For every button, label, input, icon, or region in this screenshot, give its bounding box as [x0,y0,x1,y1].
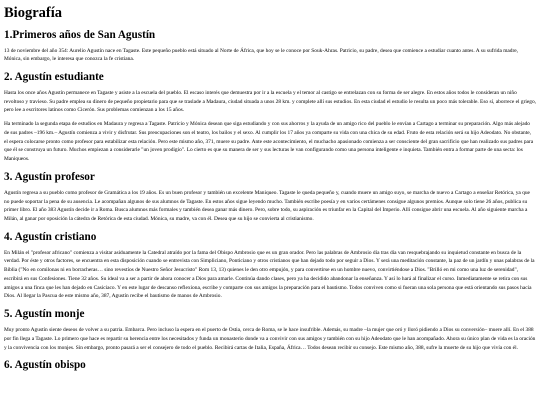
paragraph: Muy pronto Agustín siente deseos de volver a su patria. Embarca. Pero incluso la espera en el puerto de Ostia, cerca de Roma, se le hace insufrible. Además, su madre –la mujer que oró y lloró pidiendo a Dios su conversión– muere allí. En el 388 por fin llega a Tagaste. Lo primero que hace es repartir su herencia entre los necesitados y funda un monasterio donde va a convivir con sus amigos y también con su hijo Adeodato que le han acompañado. Ahora su único plan de vida es la oración y la convivencia con los monjes. Sin embargo, pronto pasará a ser el consejero de todo el pueblo. Recibirá cartas de Italia, España, África… Todos desean recibir su consejo. Este mismo año, 388, sufre la muerte de su hijo que vivía con él. [4,327,536,351]
paragraph: Agustín regresa a su pueblo como profesor de Gramática a los 19 años. Es un buen profesor y también un excelente Maniqueo. Tagaste le queda pequeño y, cuando muere un amigo suyo, se marcha de nuevo a Cartago a enseñar Retórica, ya que no puede soportar la pena de su ausencia. Le acompañan algunos de sus alumnos de Tagaste. En estos años sigue leyendo mucho. También escribe poesía y en varios certámenes consigue algunos premios. Aunque solo tiene 26 años, publica su primer libro. El año 383 Agustín decide ir a Roma. Busca alumnos más formales y también desea ganar más dinero. Pero, sobre todo, su aspiración es triunfar en la Capital del Imperio. Allí consigue abrir una escuela. Al año siguiente marcha a Milán, al ganar por oposición la cátedra de Retórica de esta ciudad. Mónica, su madre, va con él. Desea que su hijo se convierta al cristianismo. [4,189,530,223]
section-heading: 2. Agustín estudiante [4,71,104,84]
section-heading: 3. Agustín profesor [4,170,95,183]
paragraph: 13 de noviembre del año 354: Aurelio Agustín nace en Tagaste. Este pequeño pueblo está situado al Norte de África, que hoy se le conoce por Souk-Ahras. Patricio, su padre, desea que comience a estudiar cuanto antes. A su sufrida madre, Mónica, sin embargo, le interesa que conozca la fe cristiana. [4,47,519,63]
paragraph: Ha terminado la segunda etapa de estudios en Madaura y regresa a Tagaste. Patricio y Mónica desean que siga estudiando y con sus ahorros y la ayuda de un amigo rico del pueblo le envían a Cartago a terminar su preparación. Algo más alejado de sus padres –196 km.– Agustín comienza a vivir y disfrutar. Sus preocupaciones son el teatro, los bailos y el sexo. Al cumplir los 17 años ya comparte su vida con una chica de su edad. Fruto de esta relación será su hijo Adeodato. No obstante, el espera colocarse pronto como profesor para estabilizar esta relación. Pero este mismo año, 371, muere su padre. Ante este acontecimiento, el muchacho apasionado comienza a ser consciente del gran sacrificio que han realizado sus padres para que él se construya un futuro. Muchos empiezan a considerarle "un joven prodigio". Lo cierto es que su manera de ser y sus lecturas le van configurando como una persona inteligente e inquieta. También entra a formar parte de una secta: los Maniqueos. [4,121,534,163]
section-profesor [4,171,536,224]
section-heading: 4. Agustín cristiano [4,230,97,243]
section-heading: 5. Agustín monje [4,308,85,321]
section-heading: 6. Agustín obispo [4,359,86,372]
page-title: Biografía [4,5,62,21]
section-primeros-anos [4,29,536,64]
paragraph: Hasta los once años Agustín permanece en Tagaste y asiste a la escuela del pueblo. El escaso interés que demuestra por ir a la escuela y el temor al castigo se entrelazan con su forma de ser alegre. En estos años todos le consideran un niño revoltoso y travieso. Su padre emplea su dinero de pequeño propietario para que se traslade a Madaura, ciudad situada a unos 28 km. y complete allí sus estudios. En esta ciudad el estudio le resulta un poco más tolerable. Eso sí, aborrece el griego, pero lee a escritores latinos como Cicerón. Sus problemas comienzan a los 15 años. [4,89,537,114]
paragraph: En Milán el "profesor africano" comienza a visitar asiduamente la Catedral atraído por la fama del Obispo Ambrosio que es un gran orador. Pero las palabras de Ambrosio día tras día van resquebrajando su inquietud constante en busca de la verdad. Por éste y otros factores, se encuentra en esta disposición cuando se entrevista con Simpliciano, Ponticiano y otros cristianos que han dejado todo por seguir a Dios. Y será una meditación constante, la paz de un jardín y unas palabras de la Biblia ("No en comilonas ni en borracheras… sino revestíos de Nuestro Señor Jesucristo" Rom 13, 13) quienes le den otro empujón, y para convertirse en un hombre nuevo, convirtiéndose a Dios. "Brilló en mi como una luz de serenidad", escribirá en sus Confesiones. Tiene 32 años. Su ideal va a ser a partir de ahora conocer a Dios para amarle. Continúa dando clases, pero ya ha decidido abandonar la enseñanza. Y así lo hará al finalizar el curso. Inmediatamente se retira con sus amigos a una finca que les han dejado en Casiciaco. Y en este lugar de descanso reflexiona, escribe y comparte con sus amigos la preparación para el bautismo. Todos conviven como si fueran una sola persona que está orientando sus pasos hacia Dios. Al llegar la Pascua de este mismo año, 387, Agustín recibe el bautismo de manos de Ambrosio. [4,249,535,300]
section-obispo [4,359,536,372]
section-estudiante [4,71,536,164]
section-monje [4,308,536,352]
section-cristiano [4,231,536,301]
section-heading: 1.Primeros años de San Agustín [4,28,156,41]
